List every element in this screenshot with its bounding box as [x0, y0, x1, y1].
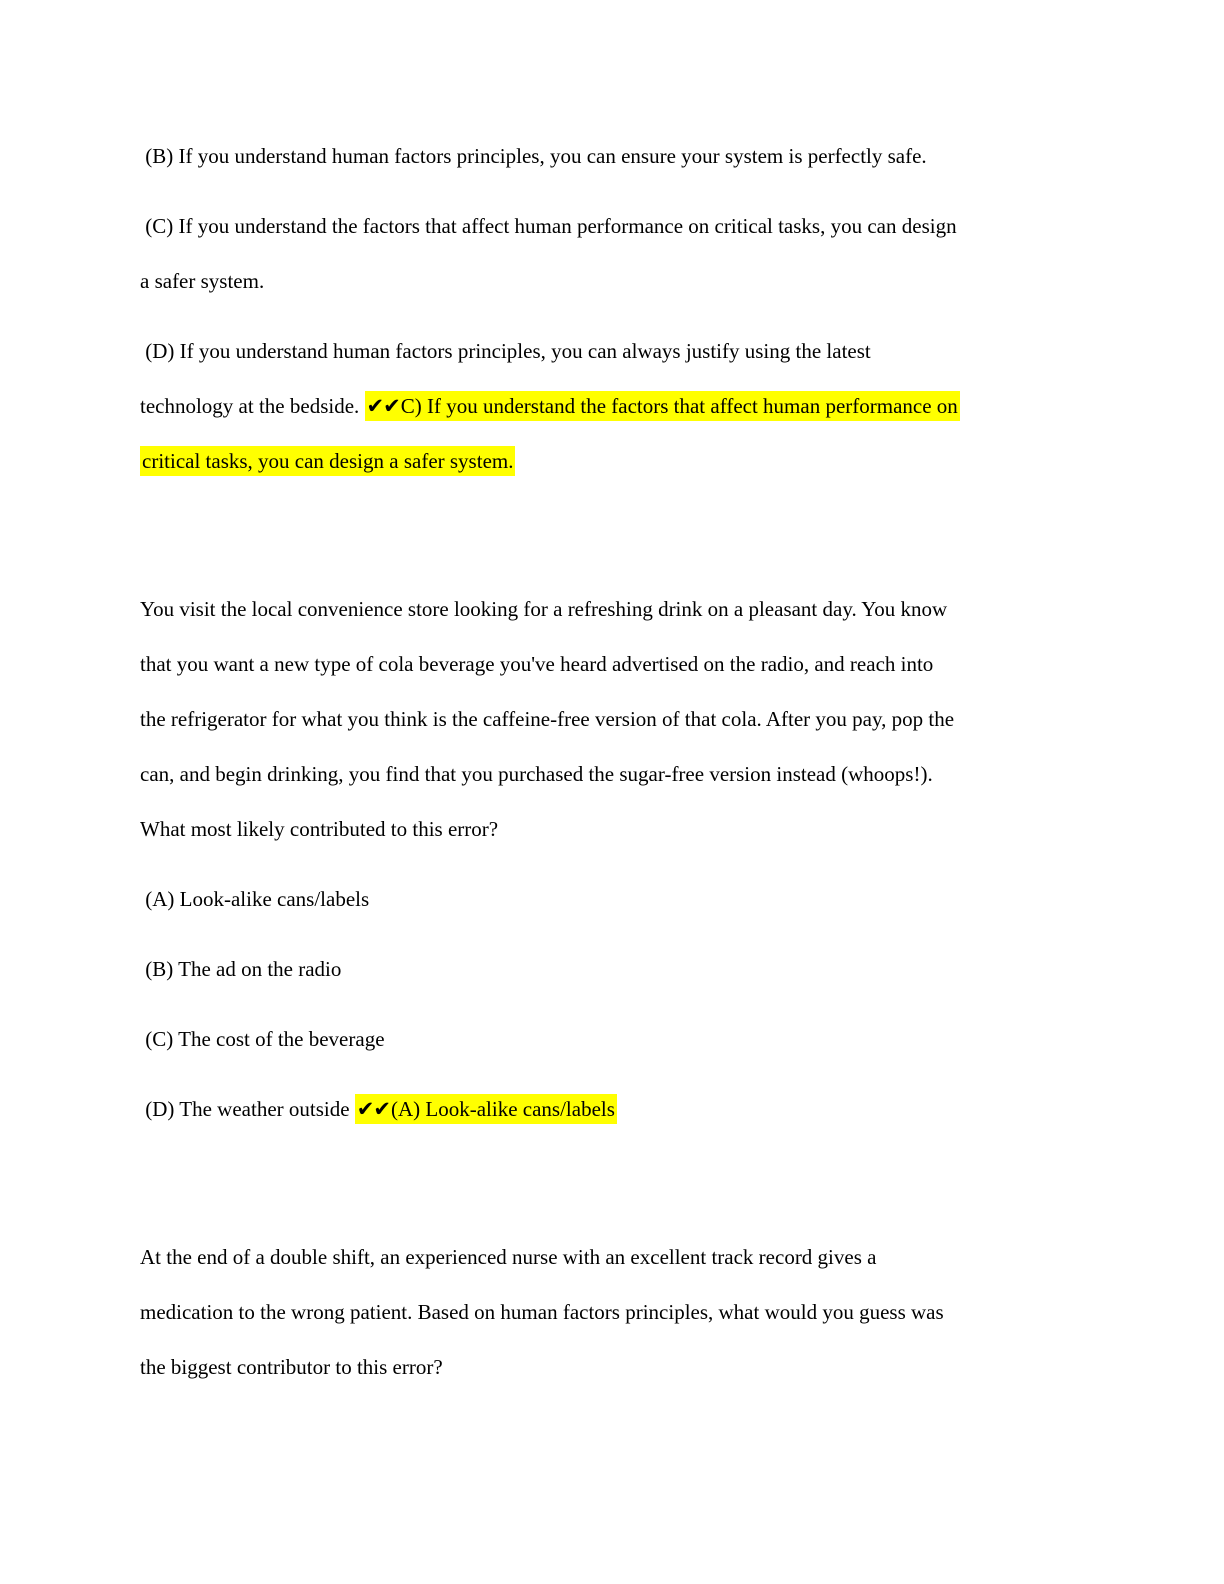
text-line: (D) If you understand human factors principles, you can always justify using the latest — [140, 339, 871, 363]
q2-option-a — [140, 872, 1086, 927]
answer-highlight — [355, 1094, 617, 1124]
answer-highlight — [365, 391, 960, 421]
text-line: You visit the local convenience store looking for a refreshing drink on a pleasant day. You know — [140, 597, 948, 621]
text-line: medication to the wrong patient. Based on human factors principles, what would you guess was — [140, 1300, 944, 1324]
answer-text: C) If you understand the factors that affect human performance on — [400, 394, 958, 418]
text-line — [140, 379, 1086, 434]
text-line: (B) If you understand human factors principles, you can ensure your system is perfectly safe. — [140, 144, 927, 168]
text-line — [140, 1082, 1086, 1137]
q1-option-c — [140, 199, 1086, 309]
text-line: the biggest contributor to this error? — [140, 1355, 443, 1379]
q3-stem — [140, 1230, 1086, 1395]
text-line — [140, 434, 1086, 489]
text-line: (B) The ad on the radio — [140, 957, 342, 981]
text-line: can, and begin drinking, you find that you purchased the sugar-free version instead (whoops!). — [140, 762, 933, 786]
double-checkmark-icon: ✔✔ — [356, 1097, 390, 1121]
text-segment: (D) The weather outside — [140, 1097, 355, 1121]
text-line: the refrigerator for what you think is the caffeine-free version of that cola. After you pay, pop the — [140, 707, 955, 731]
answer-text: (A) Look-alike cans/labels — [391, 1097, 615, 1121]
text-segment: technology at the bedside. — [140, 394, 365, 418]
text-line: (C) The cost of the beverage — [140, 1027, 385, 1051]
q2-option-c — [140, 1012, 1086, 1067]
text-line: What most likely contributed to this error? — [140, 817, 499, 841]
text-line: that you want a new type of cola beverage you've heard advertised on the radio, and reach into — [140, 652, 934, 676]
q2-option-b — [140, 942, 1086, 997]
q1-option-b — [140, 129, 1086, 184]
double-checkmark-icon: ✔✔ — [366, 394, 400, 418]
text-line: At the end of a double shift, an experienced nurse with an excellent track record gives a — [140, 1245, 877, 1269]
q1-option-d-and-answer — [140, 324, 1086, 489]
text-line: (C) If you understand the factors that affect human performance on critical tasks, you can design — [140, 214, 957, 238]
q2-option-d-and-answer — [140, 1082, 1086, 1137]
answer-highlight: critical tasks, you can design a safer system. — [140, 446, 515, 476]
text-line: a safer system. — [140, 269, 265, 293]
q2-stem — [140, 582, 1086, 857]
text-line: (A) Look-alike cans/labels — [140, 887, 370, 911]
